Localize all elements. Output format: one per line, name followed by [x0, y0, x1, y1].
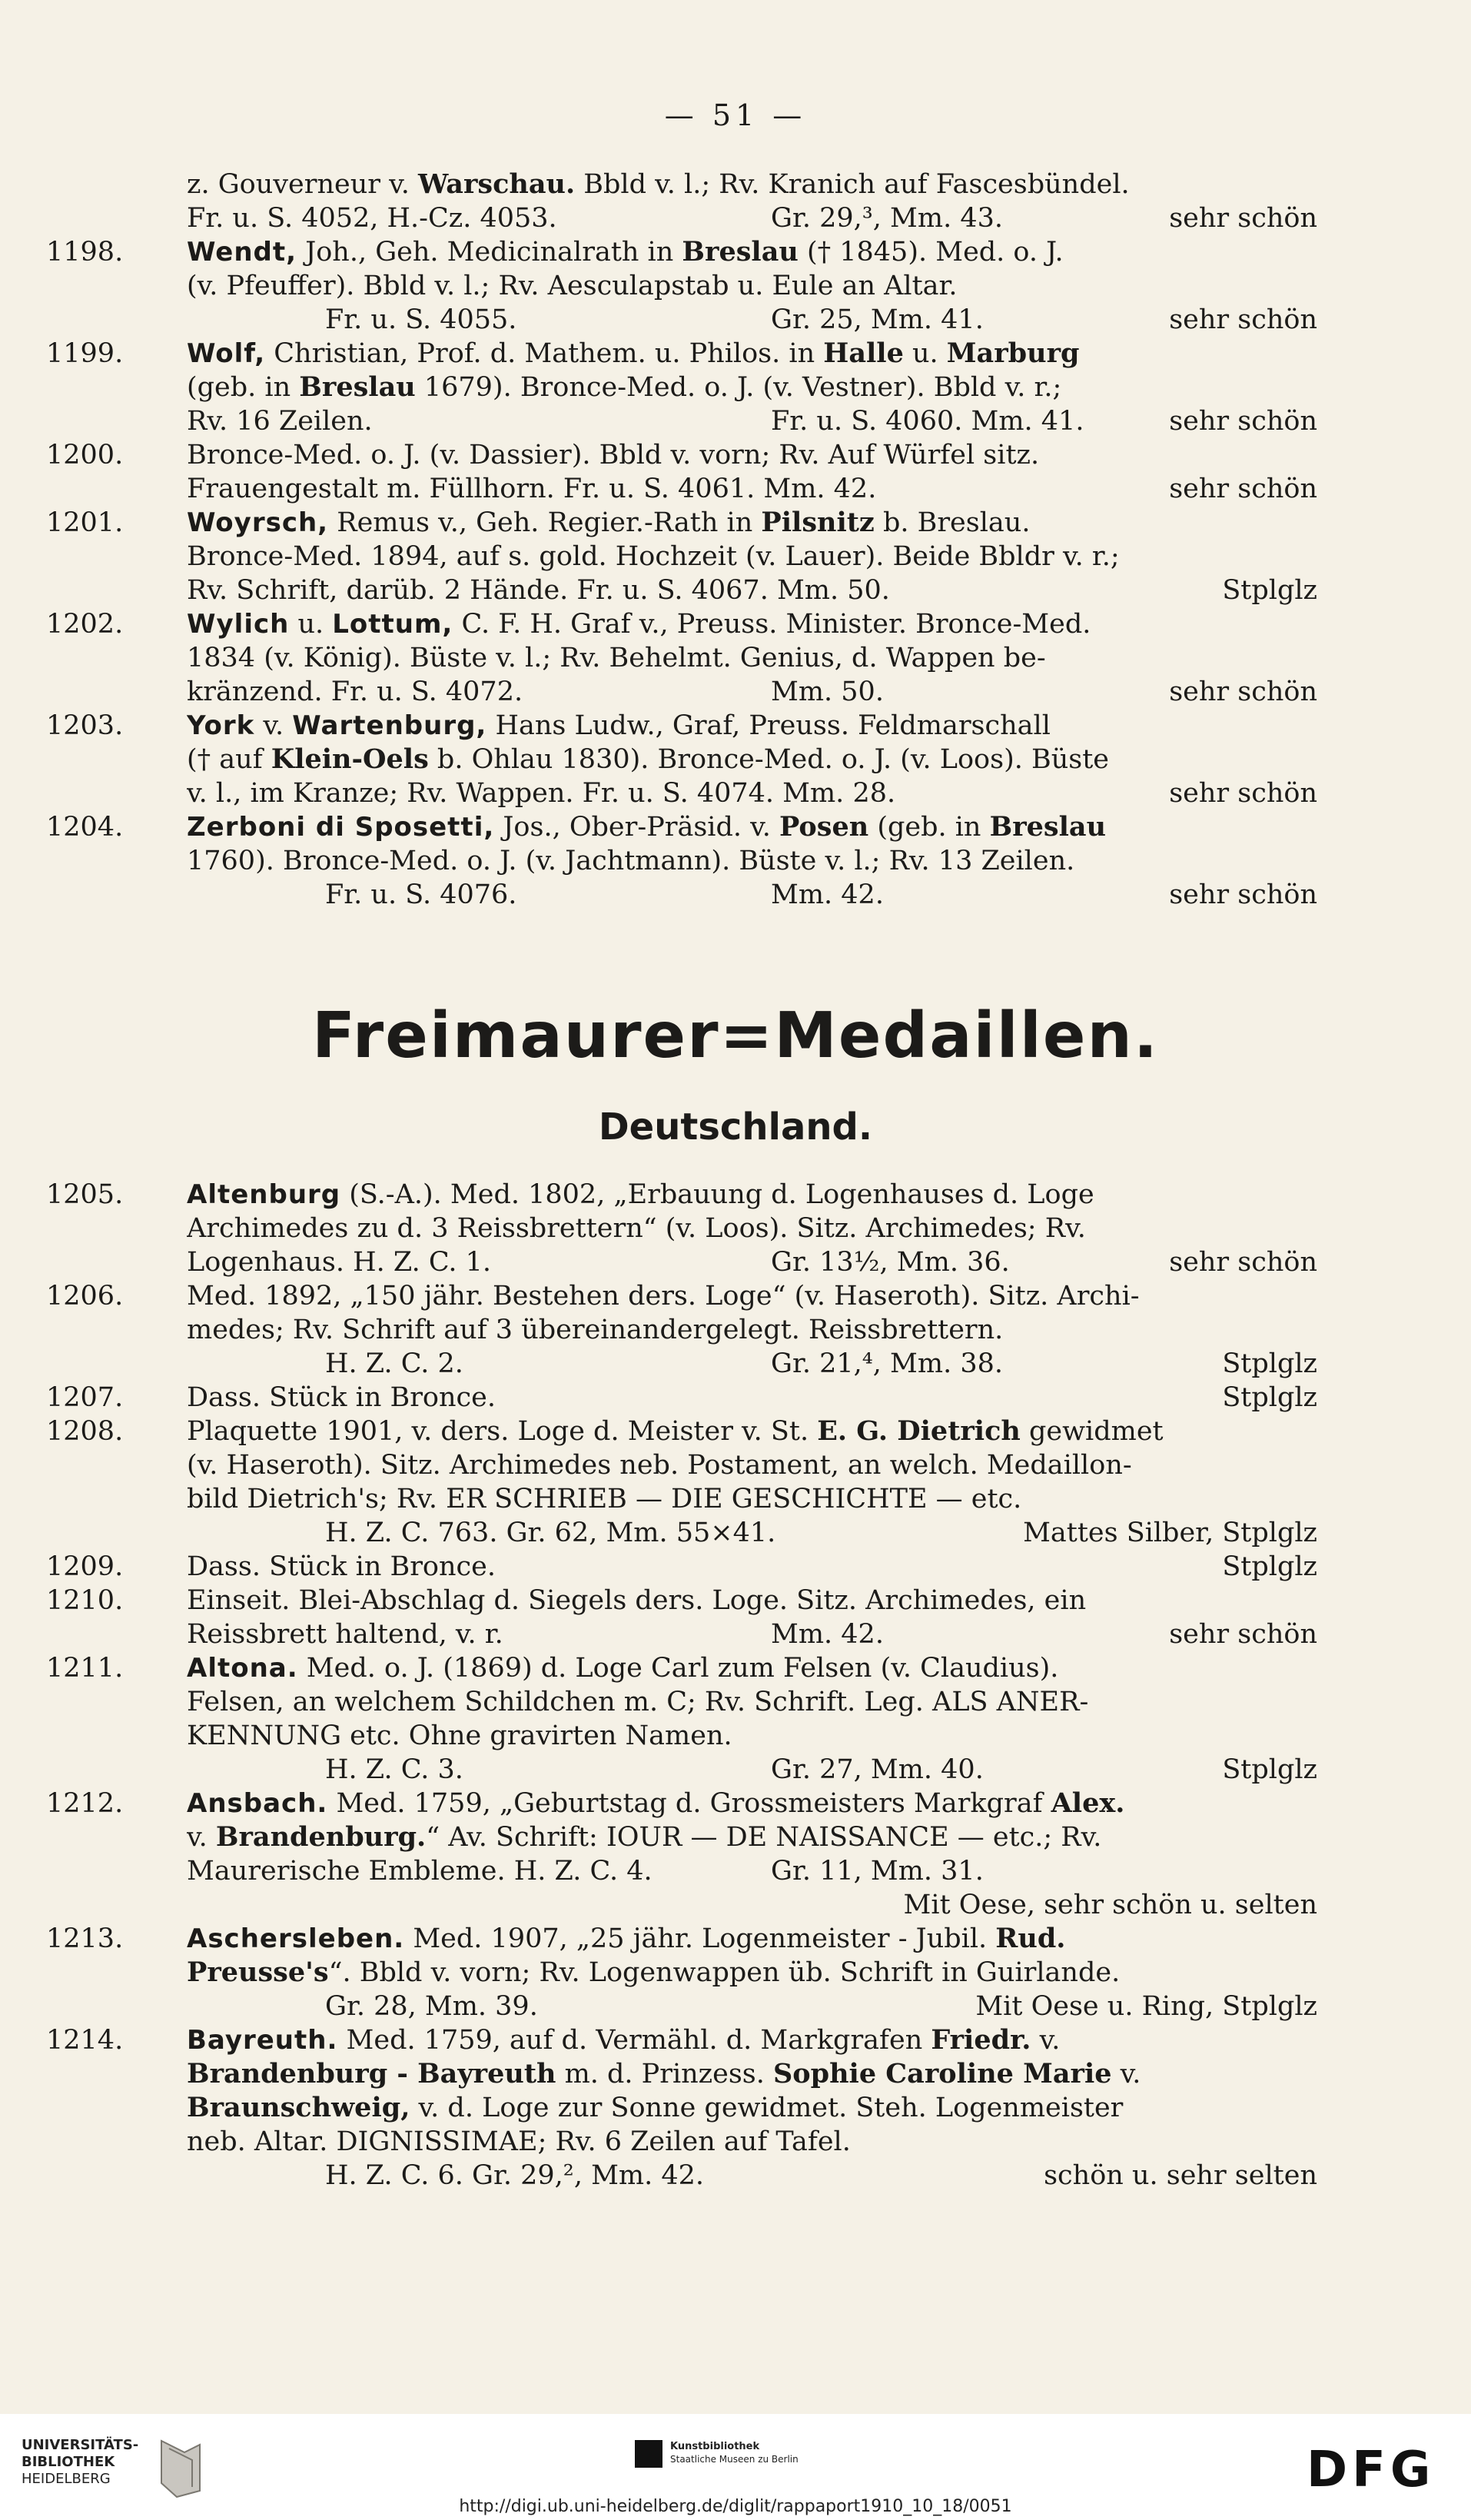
entry-text: kränzend. Fr. u. S. 4072.: [187, 677, 523, 707]
entry-line: [187, 1956, 1317, 1990]
entry-text: Ansbach. Med. 1759, „Geburtstag d. Grossmeisters Markgraf Alex.: [187, 1787, 1125, 1819]
catalog-entry: [46, 607, 1317, 709]
entry-text: bild Dietrich's; Rv. ER SCHRIEB — DIE GESCHICHTE — etc.: [187, 1484, 1022, 1514]
entry-line: [187, 1651, 1317, 1685]
entry-measure: Mm. 42.: [771, 879, 884, 910]
entry-text: Preusse's“. Bbld v. vorn; Rv. Logenwappen üb. Schrift in Guirlande.: [187, 1956, 1121, 1988]
entry-line: [187, 2091, 1317, 2125]
entry-line: [187, 1787, 1317, 1820]
entry-line: [187, 709, 1317, 743]
entry-measure: Gr. 13½, Mm. 36.: [771, 1247, 1010, 1278]
entry-condition: Stplglz: [1222, 1348, 1317, 1379]
entry-number: 1201.: [46, 507, 124, 538]
entry-text: York v. Wartenburg, Hans Ludw., Graf, Preuss. Feldmarschall: [187, 710, 1051, 741]
entry-line: [187, 641, 1317, 675]
entry-condition: Stplglz: [1222, 1551, 1317, 1582]
entry-line: [187, 2159, 1317, 2193]
entry-text: Felsen, an welchem Schildchen m. C; Rv. Schrift. Leg. ALS ANER-: [187, 1687, 1089, 1717]
entry-condition: sehr schön: [1169, 879, 1317, 910]
entry-number: 1198.: [46, 237, 124, 268]
entry-text: Fr. u. S. 4052, H.-Cz. 4053.: [187, 203, 557, 234]
entry-line: [187, 303, 1317, 337]
entry-number: 1213.: [46, 1923, 124, 1954]
entry-line: [187, 1381, 1317, 1415]
entry-line: [187, 235, 1317, 269]
entry-condition: sehr schön: [1169, 1619, 1317, 1650]
entry-number: 1205.: [46, 1179, 124, 1210]
entry-line: [187, 1212, 1317, 1245]
entry-text: Med. 1892, „150 jähr. Bestehen ders. Loge“ (v. Haseroth). Sitz. Archi-: [187, 1281, 1140, 1312]
entry-number: 1206.: [46, 1281, 124, 1312]
entry-text: Zerboni di Sposetti, Jos., Ober-Präsid. v. Posen (geb. in Breslau: [187, 811, 1107, 843]
kb-line1: Kunstbibliothek: [670, 2441, 760, 2452]
entry-line: [187, 1753, 1317, 1787]
entry-number: 1212.: [46, 1788, 124, 1819]
entry-line: [187, 1888, 1317, 1922]
entry-line: [187, 1820, 1317, 1854]
entry-line: [187, 1550, 1317, 1584]
entry-text: Gr. 28, Mm. 39.: [325, 1991, 538, 2022]
entry-condition: sehr schön: [1169, 778, 1317, 809]
entry-line: [187, 2125, 1317, 2159]
entry-text: Fr. u. S. 4055.: [325, 304, 517, 335]
entry-text: Bronce-Med. 1894, auf s. gold. Hochzeit (v. Lauer). Beide Bbldr v. r.;: [187, 541, 1120, 572]
entry-text: Archimedes zu d. 3 Reissbrettern“ (v. Loos). Sitz. Archimedes; Rv.: [187, 1213, 1086, 1244]
kunstbibliothek-label: [670, 2440, 799, 2465]
entries-top: [46, 168, 1317, 912]
entry-line: [187, 472, 1317, 506]
entry-condition: sehr schön: [1169, 203, 1317, 234]
entry-text: Einseit. Blei-Abschlag d. Siegels ders. Loge. Sitz. Archimedes, ein: [187, 1585, 1087, 1616]
entry-text: Fr. u. S. 4076.: [325, 879, 517, 910]
entry-line: [187, 371, 1317, 404]
catalog-entry: [46, 1787, 1317, 1922]
entry-line: [187, 201, 1317, 235]
entry-text: (geb. in Breslau 1679). Bronce-Med. o. J. (v. Vestner). Bbld v. r.;: [187, 371, 1062, 403]
ub-line1: UNIVERSITÄTS-: [22, 2437, 139, 2453]
entry-line: [187, 1516, 1317, 1550]
entry-measure: Gr. 25, Mm. 41.: [771, 304, 984, 335]
entry-condition: Mit Oese, sehr schön u. selten: [903, 1890, 1317, 1920]
entry-number: 1199.: [46, 338, 124, 369]
catalog-entry: [46, 709, 1317, 810]
ub-logo-icon: [154, 2437, 208, 2498]
entry-number: 1204.: [46, 812, 124, 843]
catalog-entry: [46, 2023, 1317, 2193]
catalog-entry: [46, 1381, 1317, 1415]
entry-text: Reissbrett haltend, v. r.: [187, 1619, 503, 1650]
catalog-entry: [46, 1922, 1317, 2023]
entry-number: 1203.: [46, 710, 124, 741]
entry-text: H. Z. C. 2.: [325, 1348, 463, 1379]
entry-text: Woyrsch, Remus v., Geh. Regier.-Rath in Pilsnitz b. Breslau.: [187, 507, 1031, 538]
entry-text: 1760). Bronce-Med. o. J. (v. Jachtmann). Büste v. l.; Rv. 13 Zeilen.: [187, 846, 1075, 876]
entry-line: [187, 1347, 1317, 1381]
entry-line: [187, 1313, 1317, 1347]
entry-text: Altenburg (S.-A.). Med. 1802, „Erbauung d. Logenhauses d. Loge: [187, 1179, 1094, 1210]
entry-line: [187, 404, 1317, 438]
entry-text: Brandenburg - Bayreuth m. d. Prinzess. Sophie Caroline Marie v.: [187, 2058, 1141, 2089]
entry-line: [187, 168, 1317, 201]
catalog-entry: [46, 235, 1317, 337]
entry-text: medes; Rv. Schrift auf 3 übereinandergelegt. Reissbrettern.: [187, 1315, 1004, 1345]
entry-text: Logenhaus. H. Z. C. 1.: [187, 1247, 492, 1278]
entry-condition: sehr schön: [1169, 677, 1317, 707]
entry-line: [187, 1245, 1317, 1279]
entry-measure: Gr. 27, Mm. 40.: [771, 1754, 984, 1785]
entry-condition: sehr schön: [1169, 474, 1317, 504]
entry-line: [187, 810, 1317, 844]
entry-text: († auf Klein-Oels b. Ohlau 1830). Bronce-Med. o. J. (v. Loos). Büste: [187, 743, 1109, 775]
catalog-entry: [46, 1415, 1317, 1550]
entry-line: [187, 506, 1317, 540]
entry-number: 1209.: [46, 1551, 124, 1582]
entry-text: H. Z. C. 3.: [325, 1754, 463, 1785]
entry-line: [187, 2057, 1317, 2091]
entry-text: H. Z. C. 6. Gr. 29,², Mm. 42.: [325, 2160, 705, 2191]
catalog-entry: [46, 438, 1317, 506]
entry-line: [187, 573, 1317, 607]
dfg-logo: DFG: [1307, 2442, 1436, 2498]
catalog-entry: [46, 168, 1317, 235]
entry-condition: Mit Oese u. Ring, Stplglz: [975, 1991, 1317, 2022]
entry-line: [187, 540, 1317, 573]
entry-text: Bayreuth. Med. 1759, auf d. Vermähl. d. Markgrafen Friedr. v.: [187, 2024, 1061, 2056]
entry-line: [187, 1854, 1317, 1888]
entry-condition: sehr schön: [1169, 1247, 1317, 1278]
entry-line: [187, 1279, 1317, 1313]
entry-text: Bronce-Med. o. J. (v. Dassier). Bbld v. vorn; Rv. Auf Würfel sitz.: [187, 440, 1040, 470]
catalog-entry: [46, 1279, 1317, 1381]
entry-measure: Gr. 29,³, Mm. 43.: [771, 203, 1003, 234]
entry-line: [187, 844, 1317, 878]
entry-text: v. Brandenburg.“ Av. Schrift: IOUR — DE NAISSANCE — etc.; Rv.: [187, 1821, 1102, 1853]
entry-text: 1834 (v. König). Büste v. l.; Rv. Behelmt. Genius, d. Wappen be-: [187, 643, 1046, 673]
entry-line: [187, 1990, 1317, 2023]
entry-line: [187, 2023, 1317, 2057]
entry-measure: Mm. 42.: [771, 1619, 884, 1650]
entry-line: [187, 438, 1317, 472]
entry-number: 1202.: [46, 609, 124, 640]
entry-text: neb. Altar. DIGNISSIMAE; Rv. 6 Zeilen auf Tafel.: [187, 2126, 851, 2157]
ub-heidelberg-label: [22, 2437, 138, 2488]
entry-measure: Fr. u. S. 4060. Mm. 41.: [771, 406, 1084, 437]
entry-measure: Gr. 11, Mm. 31.: [771, 1856, 984, 1887]
entry-measure: Mm. 50.: [771, 677, 884, 707]
ub-line2: BIBLIOTHEK: [22, 2454, 115, 2470]
entry-condition: Stplglz: [1222, 575, 1317, 606]
entry-line: [187, 269, 1317, 303]
entry-condition: Stplglz: [1222, 1382, 1317, 1413]
entry-text: Wolf, Christian, Prof. d. Mathem. u. Philos. in Halle u. Marburg: [187, 337, 1080, 369]
entry-line: [187, 878, 1317, 912]
entry-text: Dass. Stück in Bronce.: [187, 1382, 496, 1413]
entry-condition: schön u. sehr selten: [1044, 2160, 1317, 2191]
catalog-entry: [46, 506, 1317, 607]
entry-line: [187, 1448, 1317, 1482]
entry-number: 1214.: [46, 2025, 124, 2056]
entry-text: (v. Pfeuffer). Bbld v. l.; Rv. Aesculapstab u. Eule an Altar.: [187, 271, 958, 301]
entry-text: Rv. Schrift, darüb. 2 Hände. Fr. u. S. 4067. Mm. 50.: [187, 575, 890, 606]
entry-number: 1200.: [46, 440, 124, 470]
footer-bar: [0, 2414, 1471, 2520]
entries-bottom: [46, 1178, 1317, 2193]
source-url: http://digi.ub.uni-heidelberg.de/diglit/rappaport1910_10_18/0051: [459, 2497, 1012, 2516]
catalog-entry: [46, 337, 1317, 438]
entry-line: [187, 675, 1317, 709]
entry-condition: Mattes Silber, Stplglz: [1023, 1518, 1317, 1548]
catalog-entry: [46, 1178, 1317, 1279]
entry-condition: sehr schön: [1169, 406, 1317, 437]
entry-line: [187, 1719, 1317, 1753]
entry-line: [187, 607, 1317, 641]
entry-text: Wendt, Joh., Geh. Medicinalrath in Breslau († 1845). Med. o. J.: [187, 236, 1064, 268]
entry-text: H. Z. C. 763. Gr. 62, Mm. 55×41.: [325, 1518, 776, 1548]
entry-text: Aschersleben. Med. 1907, „25 jähr. Logenmeister - Jubil. Rud.: [187, 1923, 1066, 1954]
entry-line: [187, 1922, 1317, 1956]
entry-line: [187, 1584, 1317, 1617]
entry-condition: Stplglz: [1222, 1754, 1317, 1785]
catalog-entry: [46, 810, 1317, 912]
catalog-entry: [46, 1584, 1317, 1651]
entry-line: [187, 1415, 1317, 1448]
section-heading: Freimaurer=Medaillen.: [312, 999, 1159, 1072]
entry-line: [187, 1685, 1317, 1719]
entry-text: [187, 1890, 195, 1920]
subsection-heading: Deutschland.: [598, 1105, 873, 1149]
entry-text: Altona. Med. o. J. (1869) d. Loge Carl zum Felsen (v. Claudius).: [187, 1653, 1059, 1684]
kunstbibliothek-logo-icon: [635, 2440, 662, 2468]
entry-text: Maurerische Embleme. H. Z. C. 4.: [187, 1856, 652, 1887]
entry-text: Rv. 16 Zeilen.: [187, 406, 373, 437]
entry-text: Frauengestalt m. Füllhorn. Fr. u. S. 4061. Mm. 42.: [187, 474, 877, 504]
entry-line: [187, 1617, 1317, 1651]
entry-text: Dass. Stück in Bronce.: [187, 1551, 496, 1582]
kb-line2: Staatliche Museen zu Berlin: [670, 2454, 799, 2465]
entry-text: Wylich u. Lottum, C. F. H. Graf v., Preuss. Minister. Bronce-Med.: [187, 609, 1091, 640]
catalog-entry: [46, 1550, 1317, 1584]
ub-line3: HEIDELBERG: [22, 2471, 111, 2487]
page-number: — 51 —: [664, 98, 807, 132]
entry-number: 1208.: [46, 1416, 124, 1447]
entry-condition: sehr schön: [1169, 304, 1317, 335]
entry-text: KENNUNG etc. Ohne gravirten Namen.: [187, 1720, 732, 1751]
entry-text: v. l., im Kranze; Rv. Wappen. Fr. u. S. 4074. Mm. 28.: [187, 778, 896, 809]
entry-line: [187, 1178, 1317, 1212]
entry-text: (v. Haseroth). Sitz. Archimedes neb. Postament, an welch. Medaillon-: [187, 1450, 1132, 1481]
entry-number: 1211.: [46, 1653, 124, 1684]
entry-measure: Gr. 21,⁴, Mm. 38.: [771, 1348, 1003, 1379]
entry-text: z. Gouverneur v. Warschau. Bbld v. l.; Rv. Kranich auf Fascesbündel.: [187, 168, 1130, 200]
catalog-entry: [46, 1651, 1317, 1787]
entry-line: [187, 743, 1317, 776]
entry-line: [187, 776, 1317, 810]
entry-line: [187, 337, 1317, 371]
entry-text: Braunschweig, v. d. Loge zur Sonne gewidmet. Steh. Logenmeister: [187, 2092, 1124, 2123]
entry-number: 1207.: [46, 1382, 124, 1413]
entry-number: 1210.: [46, 1585, 124, 1616]
entry-text: Plaquette 1901, v. ders. Loge d. Meister v. St. E. G. Dietrich gewidmet: [187, 1415, 1164, 1447]
entry-line: [187, 1482, 1317, 1516]
